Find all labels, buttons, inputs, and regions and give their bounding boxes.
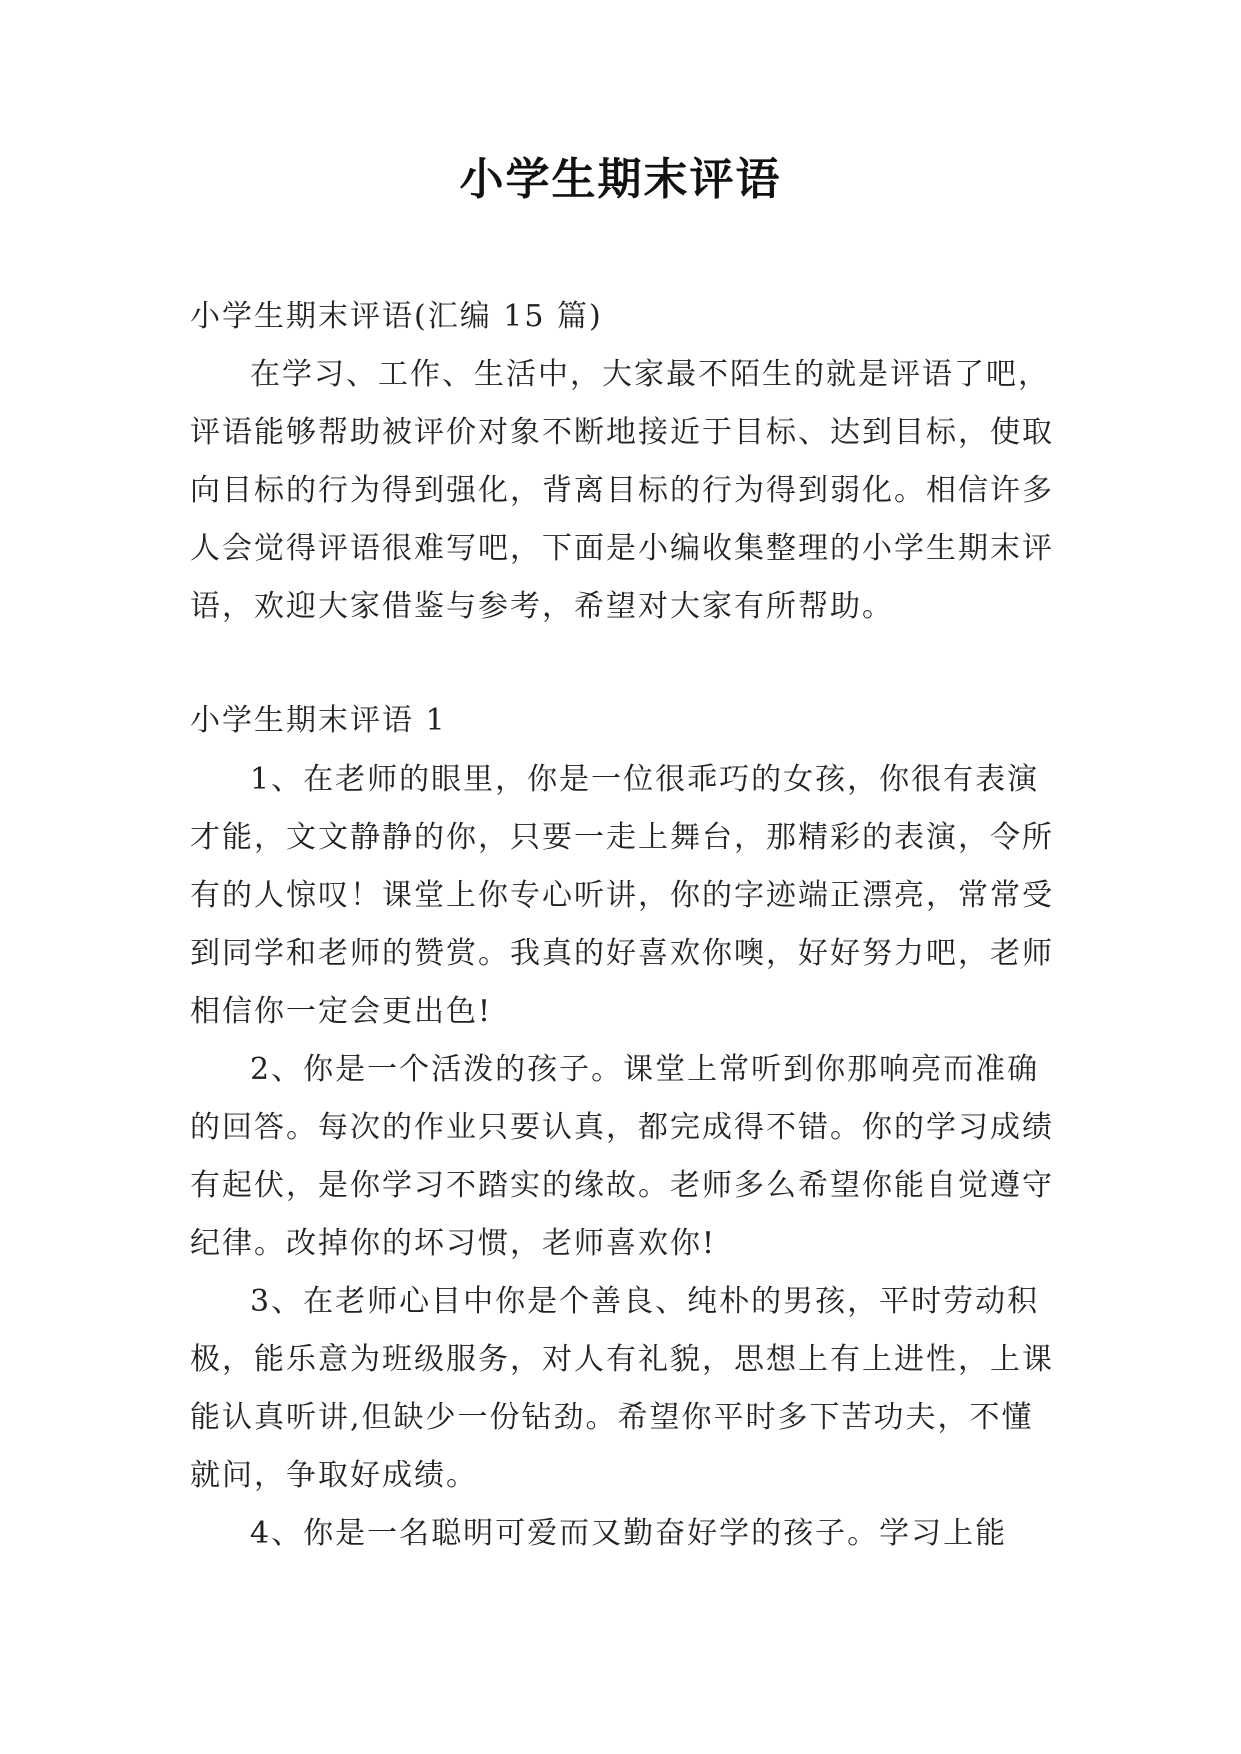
document-title: 小学生期末评语 [459, 154, 782, 205]
section-heading: 小学生期末评语 1 [190, 703, 447, 738]
comment-paragraph: 3、在老师心目中你是个善良、纯朴的男孩，平时劳动积极，能乐意为班级服务，对人有礼貌，思想上有上进性，上课能认真听讲,但缺少一份钻劲。希望你平时多下苦功夫，不懂就问，争取好成绩。 [190, 1284, 1054, 1493]
comment-paragraph: 1、在老师的眼里，你是一位很乖巧的女孩，你很有表演才能，文文静静的你，只要一走上舞台，那精彩的表演，令所有的人惊叹！课堂上你专心听讲，你的字迹端正漂亮，常常受到同学和老师的赞赏。我真的好喜欢你噢，好好努力吧，老师相信你一定会更出色! [190, 762, 1054, 1029]
intro-paragraph: 在学习、工作、生活中，大家最不陌生的就是评语了吧，评语能够帮助被评价对象不断地接近于目标、达到目标，使取向目标的行为得到强化，背离目标的行为得到弱化。相信许多人会觉得评语很难写吧，下面是小编收集整理的小学生期末评语，欢迎大家借鉴与参考，希望对大家有所帮助。 [190, 357, 1054, 624]
section-body [190, 751, 1060, 1563]
comment-paragraph: 2、你是一个活泼的孩子。课堂上常听到你那响亮而准确的回答。每次的作业只要认真，都完成得不错。你的学习成绩有起伏，是你学习不踏实的缘故。老师多么希望你能自觉遵守纪律。改掉你的坏习惯，老师喜欢你! [190, 1052, 1054, 1261]
intro-section [190, 346, 1060, 636]
comment-paragraph: 4、你是一名聪明可爱而又勤奋好学的孩子。学习上能 [250, 1516, 1008, 1551]
document-subtitle: 小学生期末评语(汇编 15 篇) [190, 299, 603, 334]
